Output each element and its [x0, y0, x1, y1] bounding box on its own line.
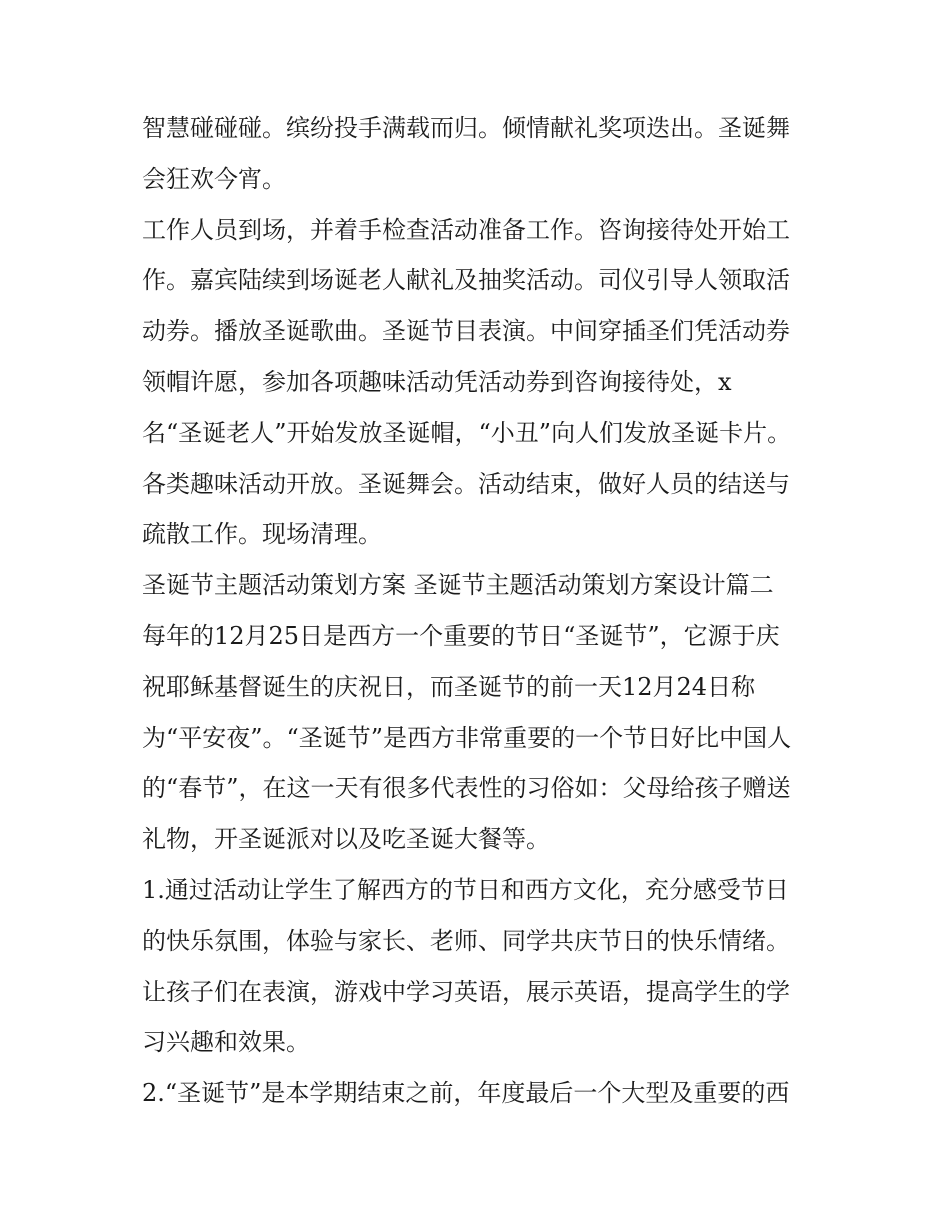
text-line: 礼物，开圣诞派对以及吃圣诞大餐等。: [142, 825, 550, 854]
list-item-2: 2.“圣诞节”是本学期结束之前，年度最后一个大型及重要的西: [142, 1079, 790, 1108]
text-line: 会狂欢今宵。: [142, 164, 286, 193]
text-line: 的“春节”，在这一天有很多代表性的习俗如：父母给孩子赠送: [142, 774, 791, 803]
text-line: 作。嘉宾陆续到场诞老人献礼及抽奖活动。司仪引导人领取活: [142, 266, 790, 295]
text-line: 让孩子们在表演，游戏中学习英语，展示英语，提高学生的学: [142, 977, 790, 1006]
text-line: 动券。播放圣诞歌曲。圣诞节目表演。中间穿插圣们凭活动券: [142, 317, 790, 346]
text-line: 工作人员到场，并着手检查活动准备工作。咨询接待处开始工: [142, 215, 790, 244]
text-line: 为“平安夜”。“圣诞节”是西方非常重要的一个节日好比中国人: [142, 723, 792, 752]
text-line: 每年的12月25日是西方一个重要的节日“圣诞节”，它源于庆: [142, 621, 780, 650]
text-line: 名“圣诞老人”开始发放圣诞帽，“小丑”向人们发放圣诞卡片。: [142, 418, 792, 447]
document-body: [142, 103, 822, 1119]
text-line: 各类趣味活动开放。圣诞舞会。活动结束，做好人员的结送与: [142, 469, 790, 498]
section-heading: 圣诞节主题活动策划方案 圣诞节主题活动策划方案设计篇二: [142, 571, 774, 600]
text-line: 疏散工作。现场清理。: [142, 520, 382, 549]
text-line: 习兴趣和效果。: [142, 1028, 310, 1057]
text-line: 的快乐氛围，体验与家长、老师、同学共庆节日的快乐情绪。: [142, 926, 790, 955]
list-item-1: 1.通过活动让学生了解西方的节日和西方文化，充分感受节日: [142, 875, 789, 904]
text-line: 祝耶稣基督诞生的庆祝日，而圣诞节的前一天12月24日称: [142, 672, 756, 701]
text-line: 领帽许愿，参加各项趣味活动凭活动券到咨询接待处，x: [142, 367, 732, 396]
text-line: 智慧碰碰碰。缤纷投手满载而归。倾情献礼奖项迭出。圣诞舞: [142, 114, 790, 142]
